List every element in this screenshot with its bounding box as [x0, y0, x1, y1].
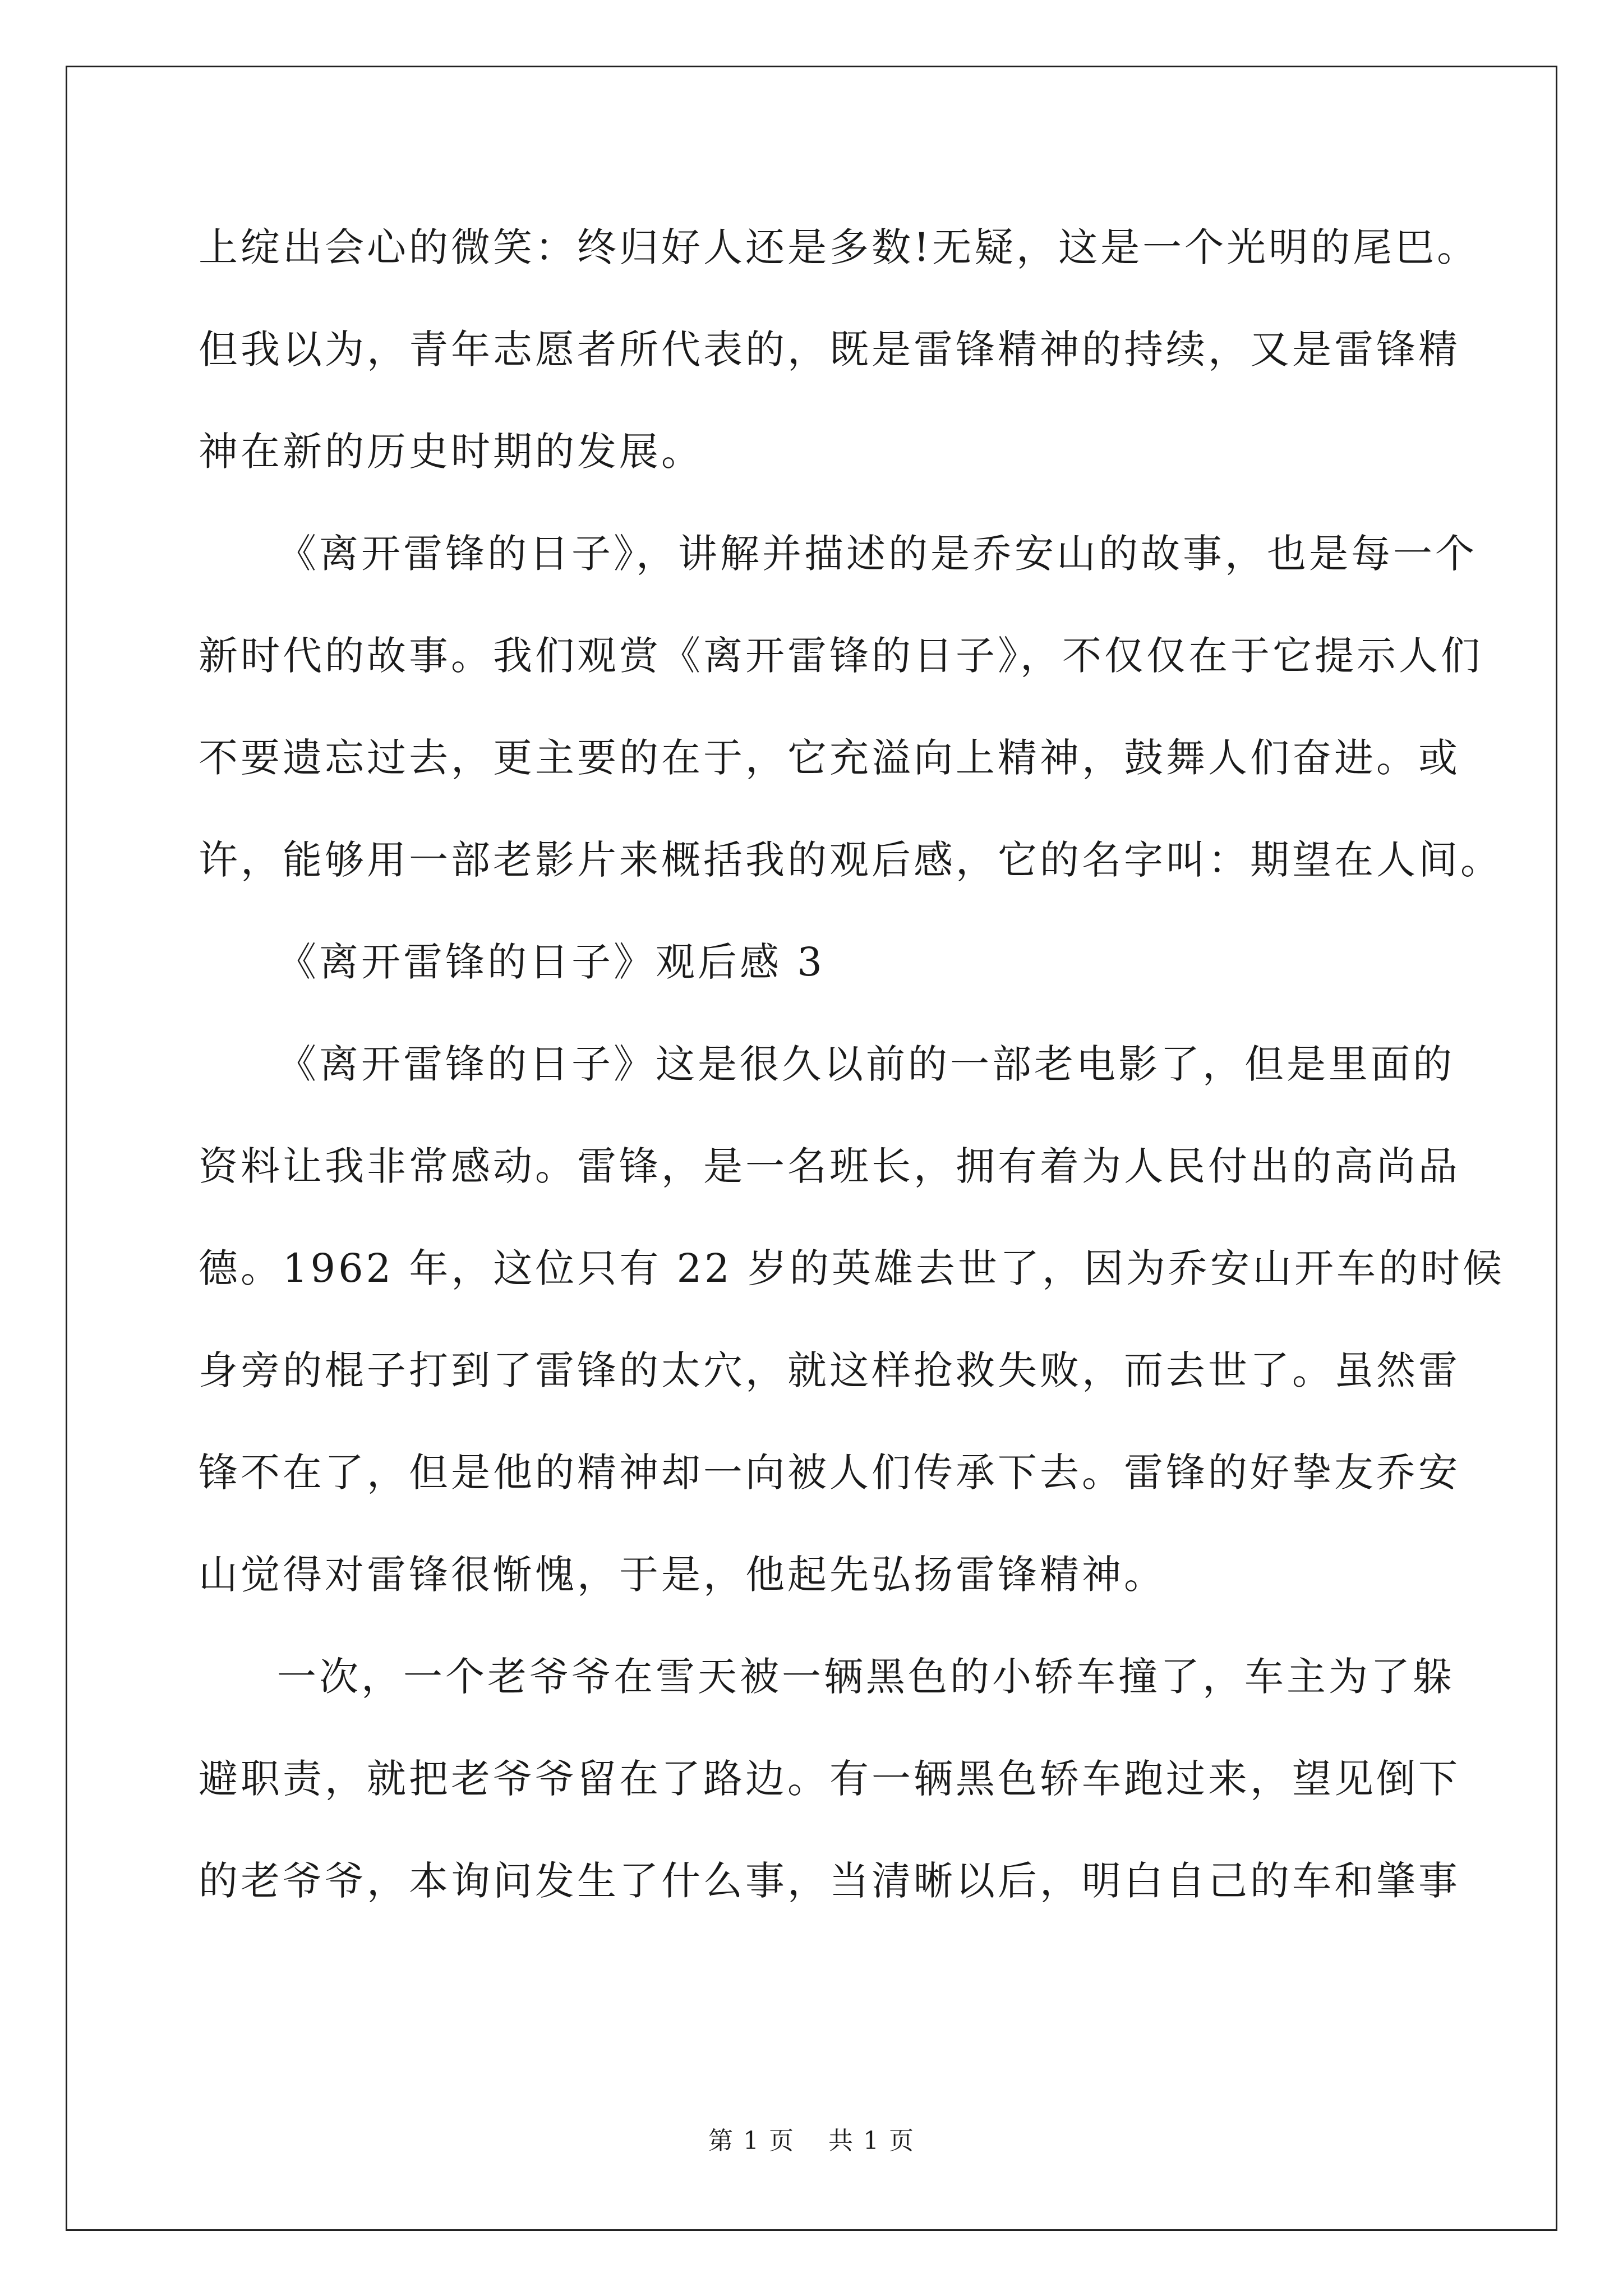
body-line: 不要遗忘过去，更主要的在于，它充溢向上精神，鼓舞人们奋进。或: [199, 735, 1460, 781]
body-line: 但我以为，青年志愿者所代表的，既是雷锋精神的持续，又是雷锋精: [199, 326, 1460, 372]
body-line: 新时代的故事。我们观赏《离开雷锋的日子》，不仅仅在于它提示人们: [199, 633, 1483, 679]
body-line: 德。1962 年，这位只有 22 岁的英雄去世了，因为乔安山开车的时候: [199, 1245, 1505, 1291]
page-footer: [0, 2120, 1623, 2156]
page-number-current: 第 1 页: [708, 2127, 795, 2155]
body-line: 一次，一个老爷爷在雪天被一辆黑色的小轿车撞了，车主为了躲: [277, 1654, 1455, 1700]
body-line: 资料让我非常感动。雷锋，是一名班长，拥有着为人民付出的高尚品: [199, 1143, 1460, 1189]
body-line: 许，能够用一部老影片来概括我的观后感，它的名字叫：期望在人间。: [199, 837, 1502, 883]
body-line: 上绽出会心的微笑：终归好人还是多数!无疑，这是一个光明的尾巴。: [199, 224, 1479, 270]
body-line: 避职责，就把老爷爷留在了路边。有一辆黑色轿车跑过来，望见倒下: [199, 1756, 1460, 1802]
body-line: 神在新的历史时期的发展。: [199, 429, 703, 475]
document-body: [199, 196, 1505, 1932]
section-heading: 《离开雷锋的日子》观后感 3: [277, 939, 825, 985]
body-line: 的老爷爷，本询问发生了什么事，当清晰以后，明白自己的车和肇事: [199, 1858, 1460, 1904]
body-line: 身旁的棍子打到了雷锋的太穴，就这样抢救失败，而去世了。虽然雷: [199, 1347, 1460, 1393]
body-line: 锋不在了，但是他的精神却一向被人们传承下去。雷锋的好挚友乔安: [199, 1450, 1460, 1496]
body-line: 山觉得对雷锋很惭愧，于是，他起先弘扬雷锋精神。: [199, 1552, 1166, 1598]
body-line: 《离开雷锋的日子》这是很久以前的一部老电影了，但是里面的: [277, 1041, 1455, 1087]
page-number-total: 共 1 页: [828, 2127, 915, 2155]
body-line: 《离开雷锋的日子》，讲解并描述的是乔安山的故事，也是每一个: [277, 531, 1477, 577]
